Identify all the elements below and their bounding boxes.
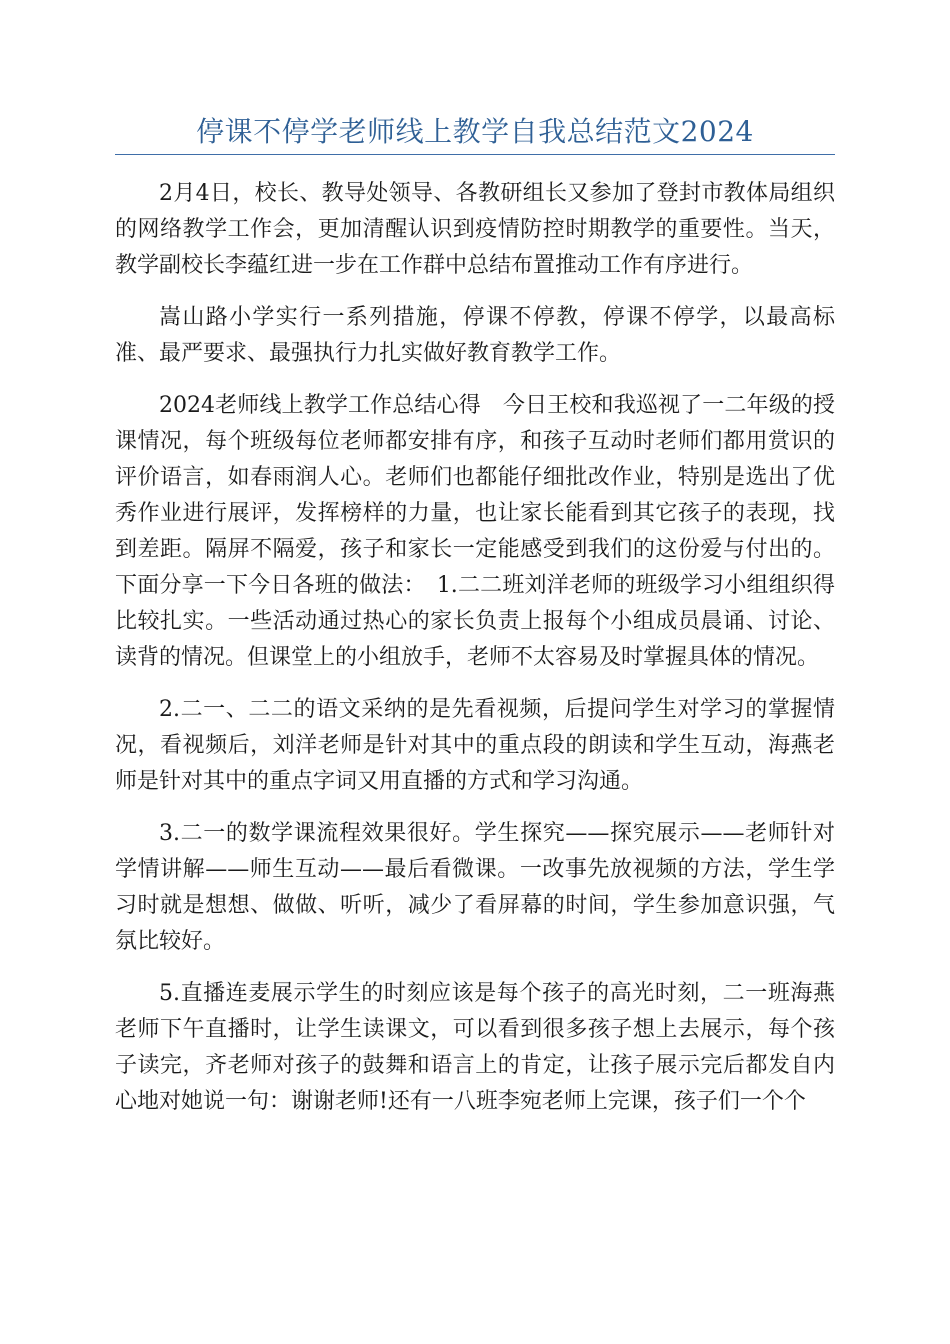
paragraph-1: 2月4日，校长、教导处领导、各教研组长又参加了登封市教体局组织的网络教学工作会，更加清醒认识到疫情防控时期教学的重要性。当天，教学副校长李蕴红进一步在工作群中总结布置推动工作有序进行。 — [115, 181, 835, 278]
document-title: 停课不停学老师线上教学自我总结范文2024 — [196, 115, 754, 148]
document-body — [115, 176, 835, 1136]
paragraph-5: 3.二一的数学课流程效果很好。学生探究——探究展示——老师针对学情讲解——师生互动——最后看微课。一改事先放视频的方法，学生学习时就是想想、做做、听听，减少了看屏幕的时间，学生参加意识强，气氛比较好。 — [115, 821, 835, 954]
title-underline-divider — [115, 154, 835, 155]
paragraph-4: 2.二一、二二的语文采纳的是先看视频，后提问学生对学习的掌握情况，看视频后，刘洋老师是针对其中的重点段的朗读和学生互动，海燕老师是针对其中的重点字词又用直播的方式和学习沟通。 — [115, 697, 835, 794]
paragraph-2: 嵩山路小学实行一系列措施，停课不停教，停课不停学，以最高标准、最严要求、最强执行力扎实做好教育教学工作。 — [115, 305, 835, 366]
paragraph-6: 5.直播连麦展示学生的时刻应该是每个孩子的高光时刻，二一班海燕老师下午直播时，让学生读课文，可以看到很多孩子想上去展示，每个孩子读完，齐老师对孩子的鼓舞和语言上的肯定，让孩子展示完后都发自内心地对她说一句：谢谢老师!还有一八班李宛老师上完课，孩子们一个个 — [115, 981, 835, 1114]
paragraph-3: 2024老师线上教学工作总结心得 今日王校和我巡视了一二年级的授课情况，每个班级每位老师都安排有序，和孩子互动时老师们都用赏识的评价语言，如春雨润人心。老师们也都能仔细批改作业，特别是选出了优秀作业进行展评，发挥榜样的力量，也让家长能看到其它孩子的表现，找到差距。隔屏不隔爱，孩子和家长一定能感受到我们的这份爱与付出的。下面分享一下今日各班的做法： 1.二二班刘洋老师的班级学习小组组织得比较扎实。一些活动通过热心的家长负责上报每个小组成员晨诵、讨论、读背的情况。但课堂上的小组放手，老师不太容易及时掌握具体的情况。 — [115, 393, 835, 670]
